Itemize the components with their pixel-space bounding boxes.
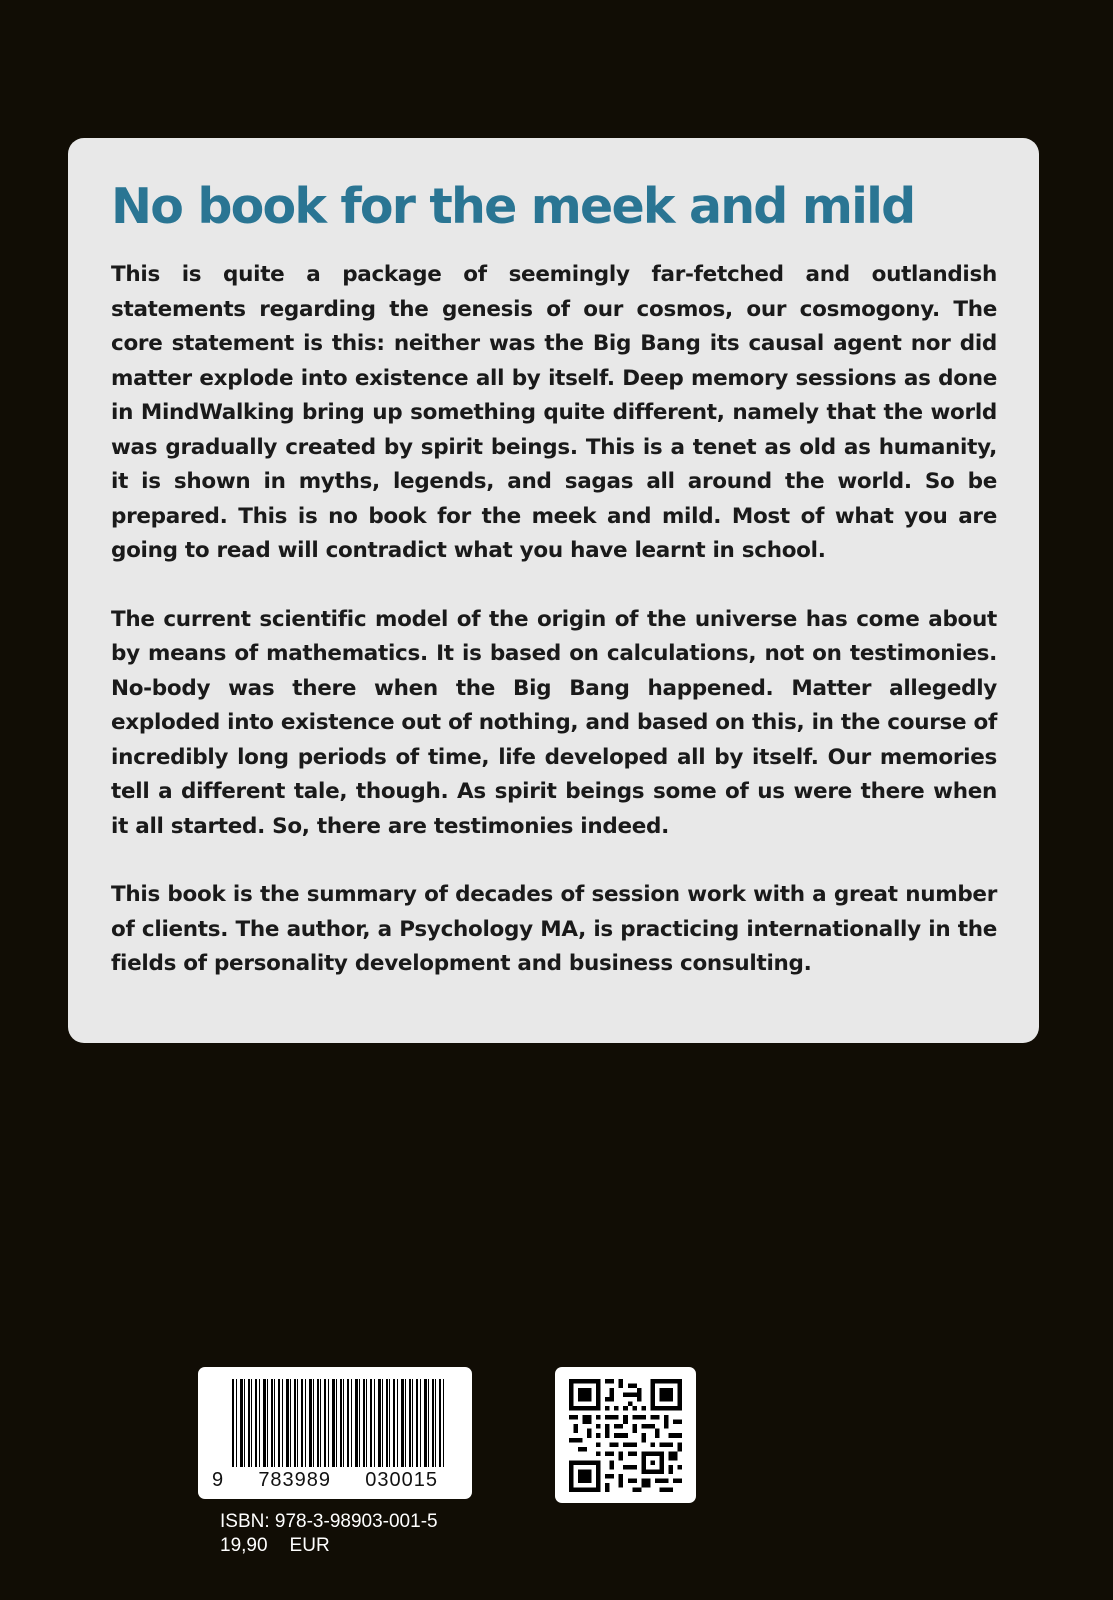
barcode-digit-group: 9	[212, 1469, 225, 1491]
isbn-label: ISBN: 978-3-98903-001-5	[220, 1511, 438, 1532]
barcode	[198, 1367, 472, 1499]
qr-code	[555, 1367, 696, 1503]
barcode-digit-group: 783989	[258, 1469, 332, 1491]
barcode-number	[198, 1467, 472, 1493]
isbn-price-block	[220, 1510, 438, 1558]
barcode-bars	[232, 1379, 447, 1467]
price-currency: EUR	[289, 1535, 330, 1556]
description-paragraph-2: The current scientific model of the origin of the universe has come about by means of mathematics. It is based on calculations, not on testimonies. No-body was there when the Big Bang happened. Matter allegedly exploded into existence out of nothing, and based on this, in the course of incredibly long periods of time, life developed all by itself. Our memories tell a different tale, though. As spirit beings some of us were there when it all started. So, there are testimonies indeed.	[111, 606, 997, 839]
description-panel	[68, 138, 1039, 1043]
price	[220, 1534, 438, 1558]
price-amount: 19,90	[220, 1535, 268, 1556]
back-cover-title: No book for the meek and mild	[111, 178, 915, 235]
description-paragraph-3: This book is the summary of decades of session work with a great number of clients. The author, a Psychology MA, is practicing internationally in the fields of personality development and business consulting.	[111, 882, 997, 976]
qr-code-icon	[569, 1379, 682, 1492]
description-paragraph-1: This is quite a package of seemingly far-fetched and outlandish statements regarding the genesis of our cosmos, our cosmogony. The core statement is this: neither was the Big Bang its causal agent nor did matter explode into existence all by itself. Deep memory sessions as done in MindWalking bring up something quite different, namely that the world was gradually created by spirit beings. This is a tenet as old as humanity, it is shown in myths, legends, and sagas all around the world. So be prepared. This is no book for the meek and mild. Most of what you are going to read will contradict what you have learnt in school.	[111, 262, 997, 563]
barcode-digit-group: 030015	[365, 1469, 438, 1491]
